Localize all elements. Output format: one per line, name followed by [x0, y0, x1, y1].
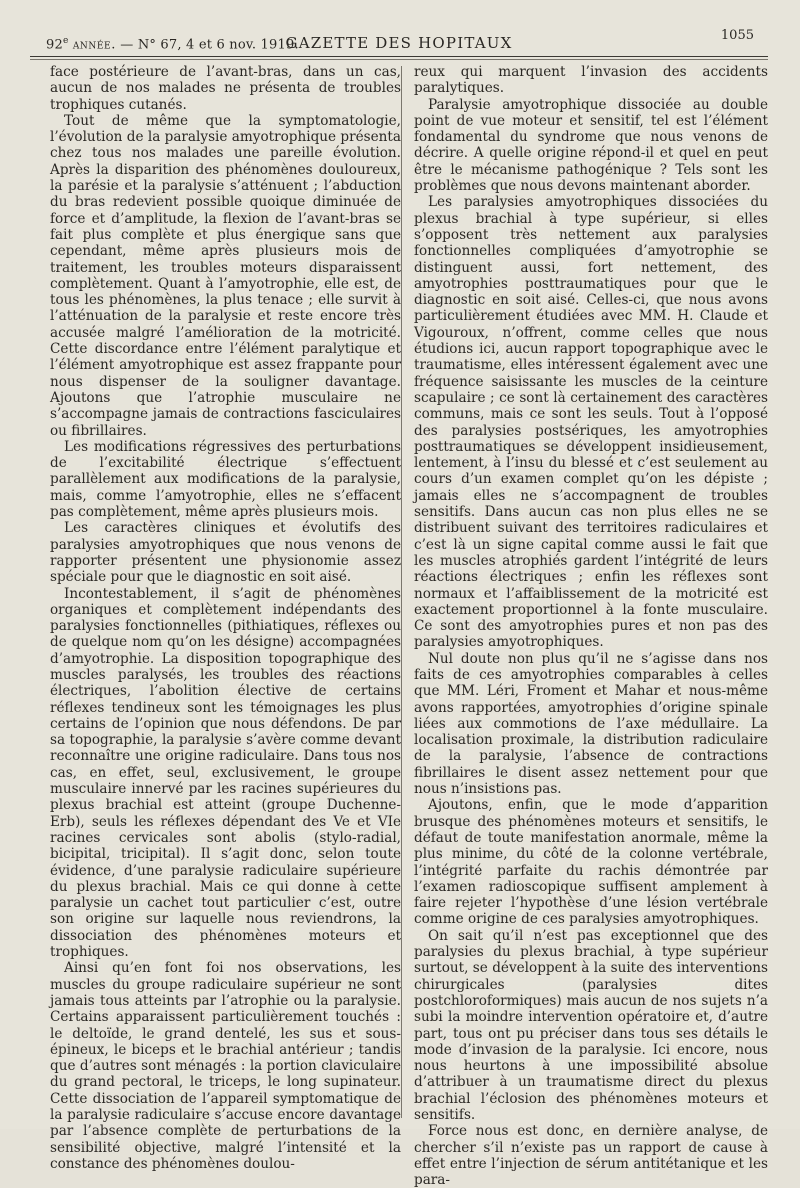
paragraph: Ainsi qu’en font foi nos observations, les muscles du groupe radiculaire supérieur ne sont jamais tous atteints par l’atrophie ou la paralysie. Certains apparaissent particulièrement touchés : le deltoïde, le grand dentelé, les sus et sous-épineux, le biceps et le brachial antérieur ; tandis que d’autres sont ménagés : la portion claviculaire du grand pectoral, le triceps, le long supinateur. Cette dissociation de l’appareil symptomatique de la paralysie radiculaire s’accuse encore davantage par l’absence complète de perturbations de la sensibilité objective, malgré l’intensité et la constance des phénomènes doulou- [50, 960, 401, 1172]
issue-word: année. [72, 37, 116, 53]
header-rule [30, 56, 768, 57]
paragraph: Paralysie amyotrophique dissociée au double point de vue moteur et sensitif, tel est l’élément fondamental du syndrome que nous venons de décrire. A quelle origine répond-il et quel en peut être le mécanisme pathogénique ? Tels sont les problèmes que nous devons maintenant aborder. [414, 96, 768, 195]
right-column [414, 64, 768, 1188]
paragraph: Force nous est donc, en dernière analyse, de chercher s’il n’existe pas un rapport de cause à effet entre l’injection de sérum antitétanique et les para- [414, 1123, 768, 1188]
running-header [30, 24, 768, 60]
page-number: 1055 [720, 28, 754, 43]
paragraph: Les caractères cliniques et évolutifs des paralysies amyotrophiques que nous venons de rapporter présentent une physionomie assez spéciale pour que le diagnostic en soit aisé. [50, 520, 401, 586]
issue-number-date: — N° 67, 4 et 6 nov. 1919. [115, 37, 299, 53]
paragraph: On sait qu’il n’est pas exceptionnel que des paralysies du plexus brachial, à type supérieur surtout, se développent à la suite des interventions chirurgicales (paralysies dites postchloroformiques) mais aucun de nos sujets n’a subi la moindre intervention opératoire et, d’autre part, tous ont pu préciser dans tous ses détails le mode d’invasion de la paralysie. Ici encore, nous nous heurtons à une impossibilité absolue d’attribuer à un traumatisme direct du plexus brachial l’éclosion des phénomènes moteurs et sensitifs. [414, 927, 768, 1123]
journal-title: GAZETTE DES HOPITAUX [285, 34, 513, 52]
paragraph: Ajoutons, enfin, que le mode d’apparition brusque des phénomènes moteurs et sensitifs, le défaut de toute manifestation anormale, même la plus minime, du côté de la colonne vertébrale, l’intégrité parfaite du rachis démontrée par l’examen radioscopique suffisent amplement à faire rejeter l’hypothèse d’une lésion vertébrale comme origine de ces paralysies amyotrophiques. [414, 797, 768, 928]
left-column [50, 64, 401, 1172]
paragraph: Tout de même que la symptomatologie, l’évolution de la paralysie amyotrophique présenta chez tous nos malades une pareille évolution. Après la disparition des phénomènes douloureux, la parésie et la paralysie s’atténuent ; l’abduction du bras redevient possible quoique diminuée de force et d’amplitude, la flexion de l’avant-bras se fait plus complète et plus énergique sans que cependant, même après plusieurs mois de traitement, les troubles moteurs disparaissent complètement. Quant à l’amyotrophie, elle est, de tous les phénomènes, la plus tenace ; elle survit à l’atténuation de la paralysie et reste encore très accusée malgré l’amélioration de la motricité. Cette discordance entre l’élément paralytique et l’élément amyotrophique est assez frappante pour nous dispenser de la souligner davantage. Ajoutons que l’atrophie musculaire ne s’accompagne jamais de contractions fasciculaires ou fibrillaires. [50, 112, 401, 439]
paragraph: Incontestablement, il s’agit de phénomènes organiques et complètement indépendants des paralysies fonctionnelles (pithiatiques, réflexes ou de quelque nom qu’on les désigne) accompagnées d’amyotrophie. La disposition topographique des muscles paralysés, les troubles des réactions électriques, l’abolition élective de certains réflexes tendineux sont les témoignages les plus certains de l’opinion que nous défendons. De par sa topographie, la paralysie s’avère comme devant reconnaître une origine radiculaire. Dans tous nos cas, en effet, seul, exclusivement, le groupe musculaire innervé par les racines supérieures du plexus brachial est atteint (groupe Duchenne-Erb), seuls les réflexes dépendant des Ve et VIe racines cervicales sont abolis (stylo-radial, bicipital, tricipital). Il s’agit donc, selon toute évidence, d’une paralysie radiculaire supérieure du plexus brachial. Mais ce qui donne à cette paralysie un cachet tout particulier c’est, outre son origine sur laquelle nous reviendrons, la dissociation des phénomènes moteurs et trophiques. [50, 585, 401, 961]
paragraph: Les paralysies amyotrophiques dissociées du plexus brachial à type supérieur, si elles s’opposent très nettement aux paralysies fonctionnelles compliquées d’amyotrophie se distinguent aussi, fort nettement, des amyotrophies posttraumatiques pour que le diagnostic en soit aisé. Celles-ci, que nous avons particulièrement étudiées avec MM. H. Claude et Vigouroux, n’offrent, comme celles que nous étudions ici, aucun rapport topographique avec le traumatisme, elles intéressent également avec une fréquence saisissante les muscles de la ceinture scapulaire ; ce sont là certainement des caractères communs, mais ce sont les seuls. Tout à l’opposé des paralysies postsériques, les amyotrophies posttraumatiques se développent insidieusement, lentement, à l’insu du blessé et c’est seulement au cours d’un examen complet qu’on les dépiste ; jamais elles ne s’accompagnent de troubles sensitifs. Dans aucun cas non plus elles ne se distribuent suivant des territoires radiculaires et c’est là un signe capital comme aussi le fait que les muscles atrophiés gardent l’intégrité de leurs réactions électriques ; enfin les réflexes sont normaux et l’affaiblissement de la motricité est exactement proportionnel à la fonte musculaire. Ce sont des amyotrophies pures et non pas des paralysies amyotrophiques. [414, 194, 768, 651]
header-rule-thin [30, 59, 768, 60]
paragraph: face postérieure de l’avant-bras, dans un cas, aucun de nos malades ne présenta de troubles trophiques cutanés. [50, 64, 401, 113]
issue-year-number: 92 [46, 37, 63, 53]
column-divider [401, 66, 402, 1118]
paragraph: reux qui marquent l’invasion des accidents paralytiques. [414, 64, 768, 97]
paragraph: Les modifications régressives des perturbations de l’excitabilité électrique s’effectuent parallèlement aux modifications de la paralysie, mais, comme l’amyotrophie, elles ne s’effacent pas complètement, même après plusieurs mois. [50, 438, 401, 521]
issue-ordinal: e [62, 36, 69, 46]
paragraph: Nul doute non plus qu’il ne s’agisse dans nos faits de ces amyotrophies comparables à celles que MM. Léri, Froment et Mahar et nous-même avons rapportées, amyotrophies d’origine spinale liées aux commotions de l’axe médullaire. La localisation proximale, la distribution radiculaire de la paralysie, l’absence de contractions fibrillaires le disent assez nettement pour que nous n’insistions pas. [414, 650, 768, 798]
